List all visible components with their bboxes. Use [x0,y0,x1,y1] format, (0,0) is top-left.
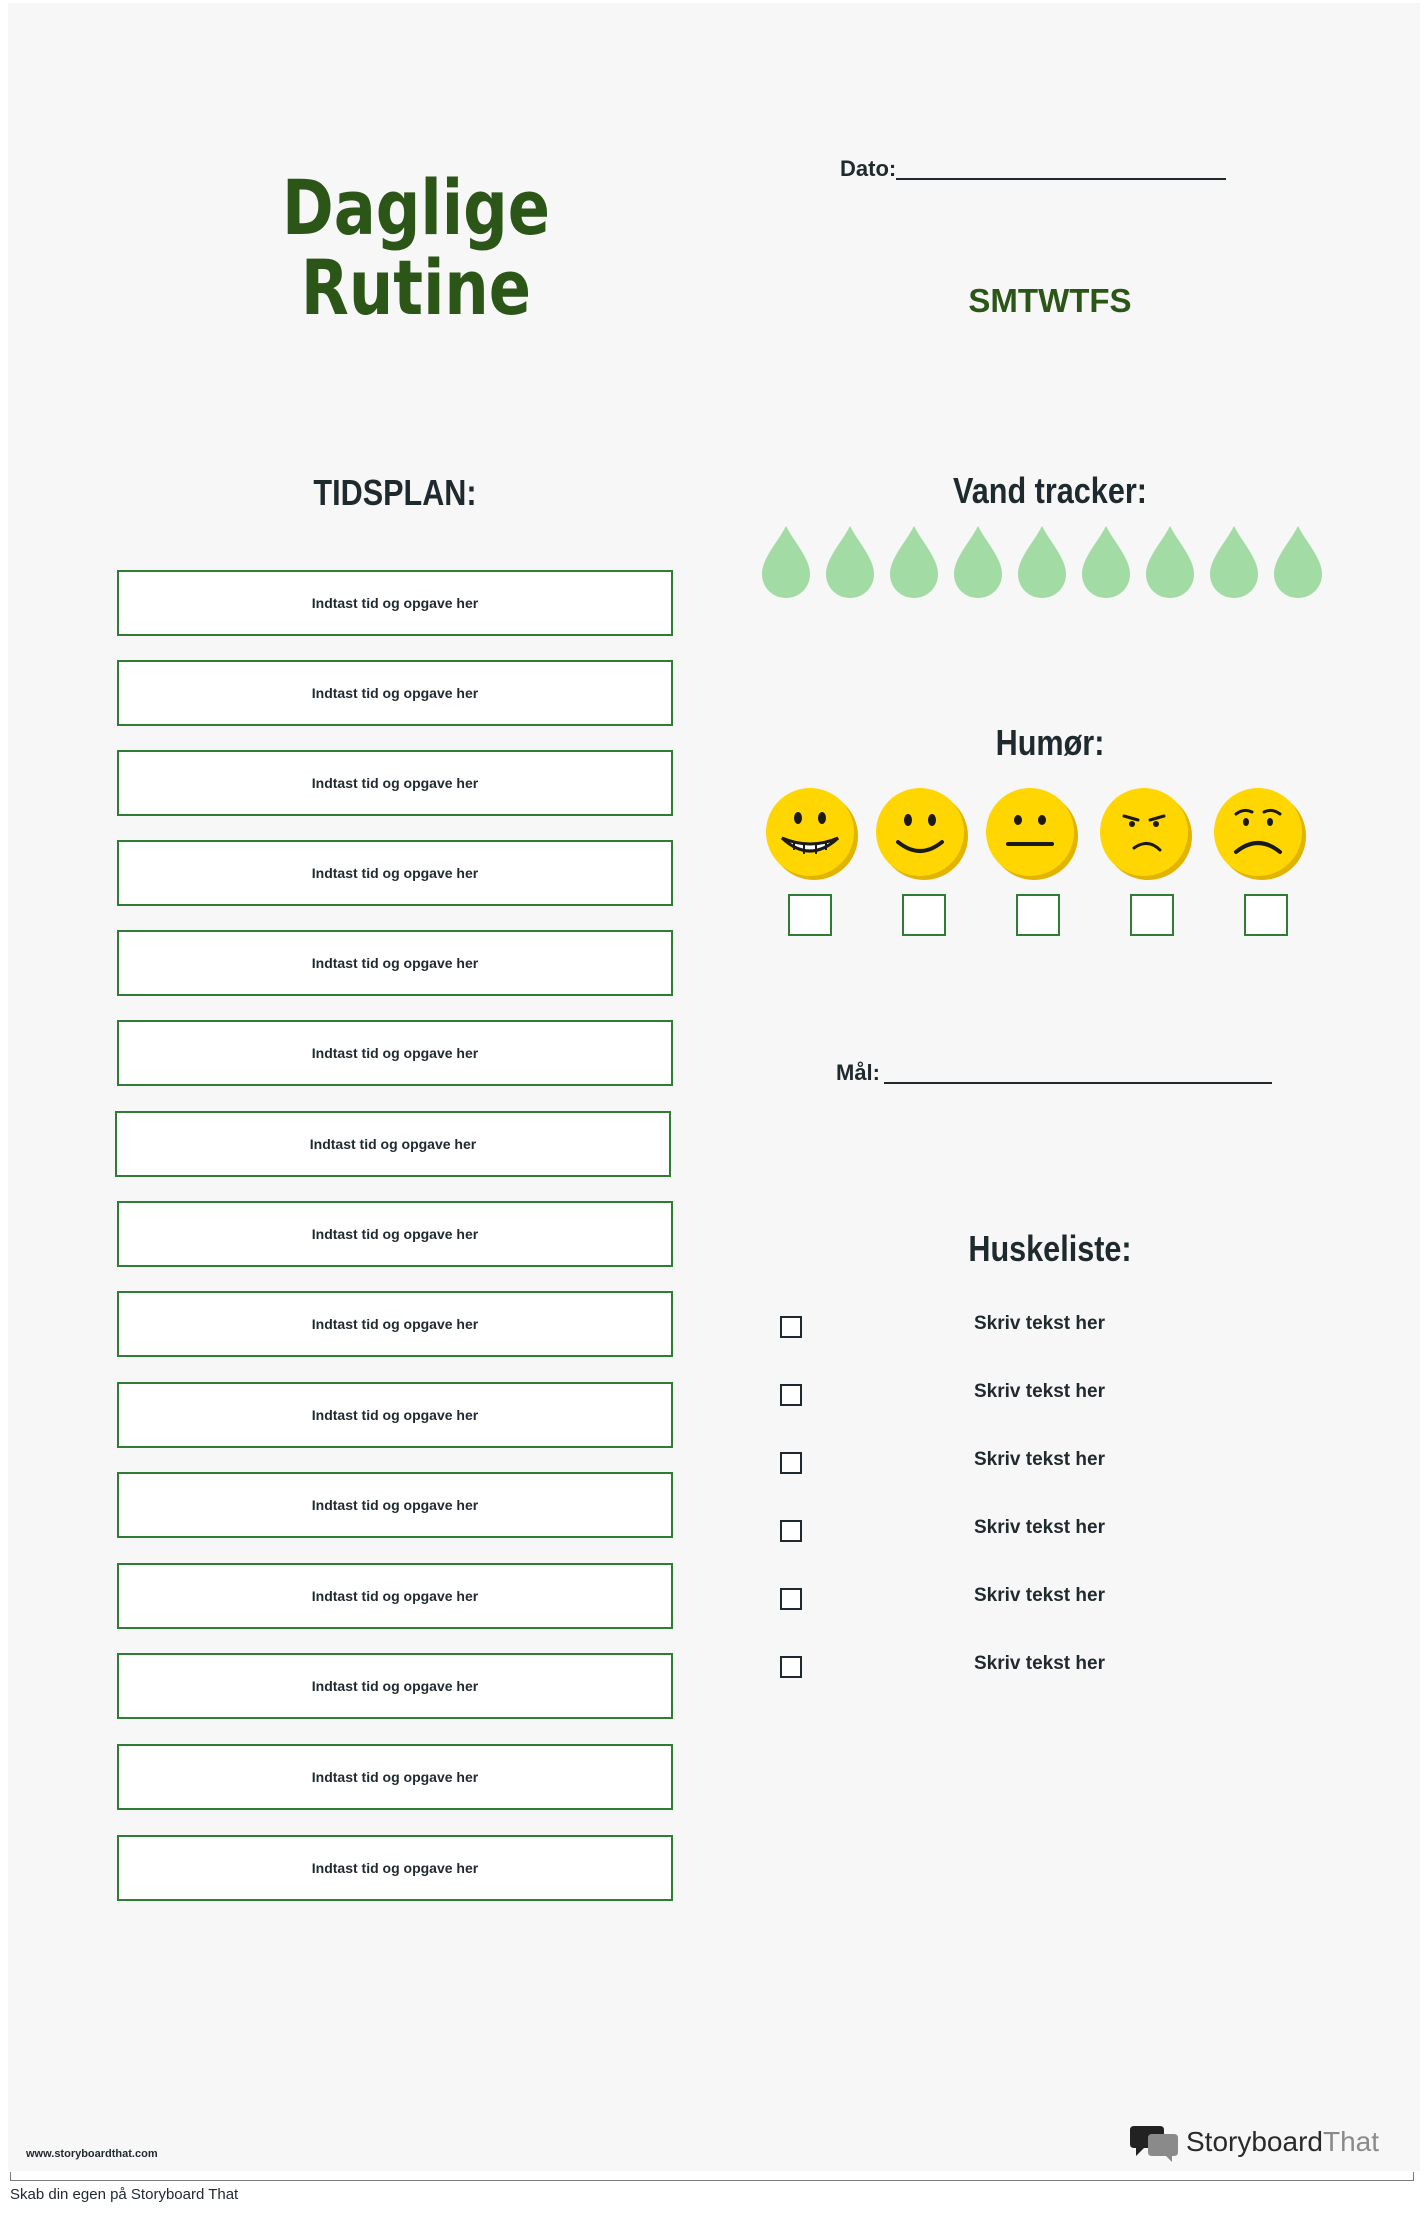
todo-heading: Huskeliste: [968,1228,1132,1269]
goal-line[interactable] [884,1082,1272,1084]
todo-item-text[interactable]: Skriv tekst her [974,1653,1105,1674]
goal-field[interactable] [836,1060,1276,1100]
todo-checkbox[interactable] [780,1384,802,1406]
water-drop-icon[interactable] [888,524,940,600]
todo-item-text[interactable]: Skriv tekst her [974,1449,1105,1470]
water-drop-icon[interactable] [1272,524,1324,600]
schedule-heading: TIDSPLAN: [313,472,477,513]
schedule-slot[interactable]: Indtast tid og opgave her [117,1472,673,1538]
schedule-slot[interactable]: Indtast tid og opgave her [115,1111,671,1177]
mood-checkbox[interactable] [1130,894,1174,936]
schedule-slot[interactable]: Indtast tid og opgave her [117,840,673,906]
logo-text-that: That [1322,2126,1379,2157]
schedule-slot[interactable]: Indtast tid og opgave her [117,1653,673,1719]
mood-selector [760,786,1340,936]
schedule-slot[interactable]: Indtast tid og opgave her [117,1291,673,1357]
todo-item [778,1514,1218,1544]
todo-item [778,1310,1218,1340]
page-title [252,163,580,332]
todo-item [778,1446,1218,1476]
todo-checkbox[interactable] [780,1316,802,1338]
date-line[interactable] [896,178,1226,180]
logo-text [1186,2126,1379,2158]
date-label: Dato: [840,156,897,181]
schedule-slot[interactable]: Indtast tid og opgave her [117,1382,673,1448]
mood-heading: Humør: [995,722,1105,763]
todo-item [778,1650,1218,1680]
logo-text-storyboard: Storyboard [1186,2126,1323,2157]
neutral-face-icon [984,786,1080,882]
schedule-slot[interactable]: Indtast tid og opgave her [117,1835,673,1901]
mood-checkbox[interactable] [1016,894,1060,936]
schedule-slot[interactable]: Indtast tid og opgave her [117,750,673,816]
todo-item [778,1582,1218,1612]
skeptical-face-icon [1098,786,1194,882]
date-field[interactable] [840,152,1230,192]
todo-checkbox[interactable] [780,1520,802,1542]
title-line-1: Daglige [281,163,550,252]
todo-checkbox[interactable] [780,1588,802,1610]
water-drop-icon[interactable] [760,524,812,600]
speech-bubbles-icon [1130,2124,1180,2162]
storyboardthat-logo[interactable] [1130,2120,1400,2164]
mood-checkbox[interactable] [1244,894,1288,936]
water-drop-icon[interactable] [952,524,1004,600]
mood-checkbox[interactable] [788,894,832,936]
water-drop-icon[interactable] [1144,524,1196,600]
site-url[interactable]: www.storyboardthat.com [26,2148,158,2160]
todo-item-text[interactable]: Skriv tekst her [974,1585,1105,1606]
todo-item-text[interactable]: Skriv tekst her [974,1381,1105,1402]
water-drops [760,524,1340,604]
water-drop-icon[interactable] [1016,524,1068,600]
schedule-slot[interactable]: Indtast tid og opgave her [117,1744,673,1810]
water-tracker-heading: Vand tracker: [953,470,1147,511]
todo-item-text[interactable]: Skriv tekst her [974,1313,1105,1334]
todo-item [778,1378,1218,1408]
grinning-face-icon [764,786,860,882]
schedule-slot[interactable]: Indtast tid og opgave her [117,1201,673,1267]
smiling-face-icon [874,786,970,882]
goal-label: Mål: [836,1060,880,1085]
water-drop-icon[interactable] [1208,524,1260,600]
mood-checkbox[interactable] [902,894,946,936]
schedule-slot[interactable]: Indtast tid og opgave her [117,660,673,726]
todo-checkbox[interactable] [780,1656,802,1678]
weekday-letters[interactable]: SMTWTFS [968,282,1132,319]
footer-divider [10,2172,1414,2181]
water-drop-icon[interactable] [824,524,876,600]
footer-credit[interactable]: Skab din egen på Storyboard That [10,2186,239,2203]
water-drop-icon[interactable] [1080,524,1132,600]
schedule-slot[interactable]: Indtast tid og opgave her [117,930,673,996]
schedule-slot[interactable]: Indtast tid og opgave her [117,570,673,636]
schedule-slot[interactable]: Indtast tid og opgave her [117,1563,673,1629]
todo-item-text[interactable]: Skriv tekst her [974,1517,1105,1538]
todo-checkbox[interactable] [780,1452,802,1474]
schedule-slot[interactable]: Indtast tid og opgave her [117,1020,673,1086]
sad-face-icon [1212,786,1308,882]
title-line-2: Rutine [300,243,532,332]
